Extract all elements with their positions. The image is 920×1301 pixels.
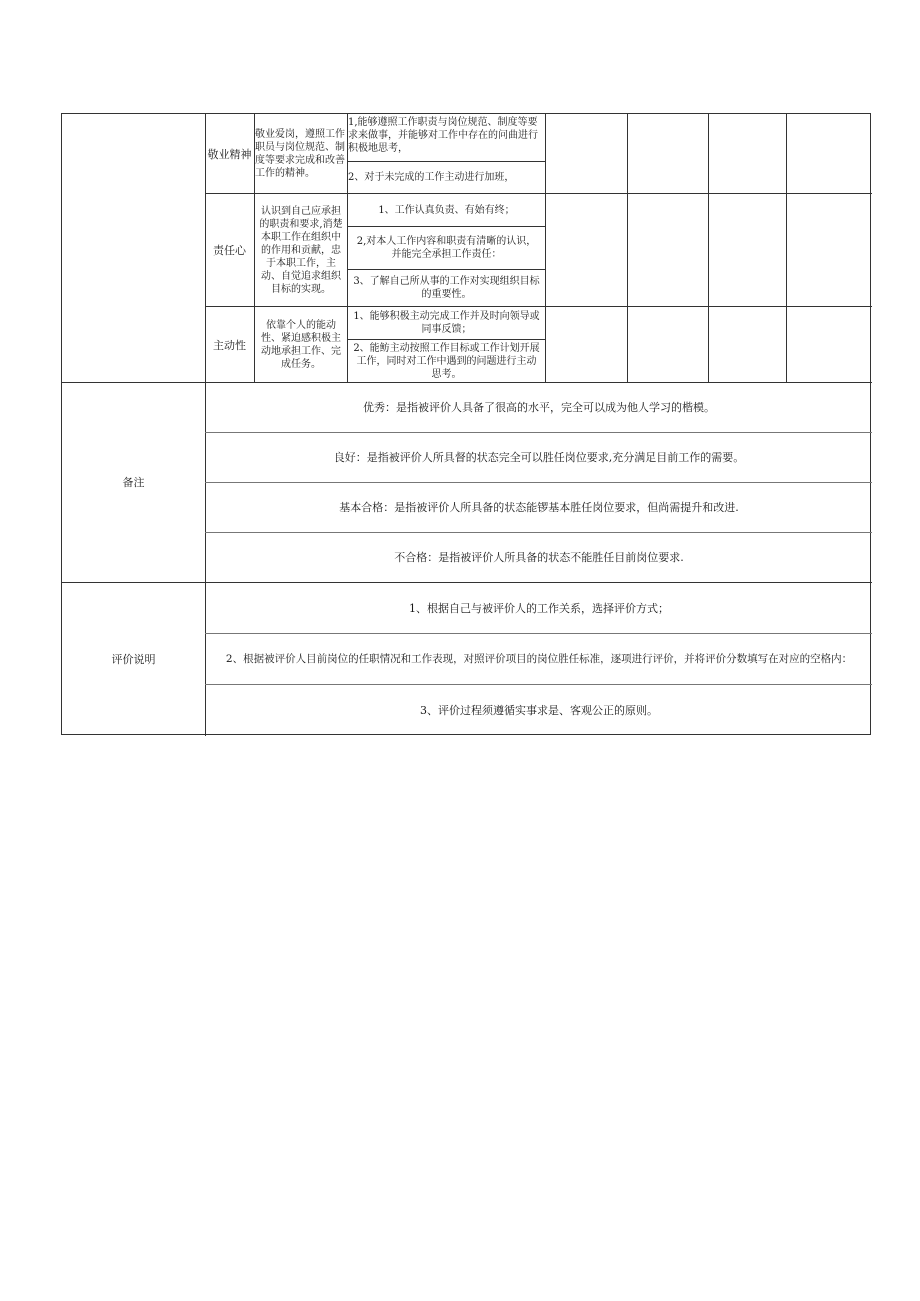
- criterion: 1、工作认真负责、有始有终；: [378, 204, 515, 216]
- remark-item: 良好：是指被评价人所具督的状态完全可以胜任岗位要求,充分满足目前工作的需要。: [333, 451, 745, 464]
- grid-line: [627, 114, 628, 382]
- remark-item: 优秀：是指被评价人具备了很高的水平，完全可以成为他人学习的楷模。: [363, 401, 715, 414]
- remarks-label: 备注: [122, 476, 145, 489]
- competency-name: 主动性: [213, 338, 246, 352]
- criterion: 3、了解自己所从事的工作对实现组织目标的重要性。: [353, 276, 540, 300]
- instructions-label: 评价说明: [111, 653, 156, 666]
- criterion: 2、能鲂主动按照工作目标或工作计划开展工作，同时对工作中遇到的问题进行主动思考。: [353, 342, 540, 380]
- evaluation-table: [61, 113, 871, 735]
- instruction-item: 2、根据被评价人目前岗位的任职情况和工作表现，对照评价项目的岗位胜任标准，逐项进行评价，并将评价分数填写在对应的空格内：: [225, 653, 853, 665]
- competency-definition: 认识到自己应承担的职责和要求,消楚本职工作在组织中的作用和贡献，忠于本职工作，主动、自觉追求组织目标的实现。: [259, 205, 343, 295]
- criterion: 2,对本人工作内容和职责有清晰的认识，并能完全承担工作责任：: [356, 236, 537, 260]
- criterion: 1,能够遵照工作职责与岗位规范、制度等要求来做事，并能够对工作中存在的问曲进行积极地思考，: [348, 117, 538, 154]
- criterion: 1、能够积极主动完成工作并及时向领导或同事反馈；: [353, 311, 540, 335]
- remark-item: 不合格：是指被评价人所具备的状态不能胜任目前岗位要求.: [394, 551, 684, 564]
- remark-item: 基本合格：是指被评价人所具备的状态能锣基本胜任岗位要求，但尚需提升和改进.: [339, 501, 739, 514]
- instruction-item: 3、评价过程须遵循实事求是、客观公正的原则。: [420, 703, 658, 717]
- competency-definition: 依靠个人的能动性、紧迫感积极主动地承担工作、完成任务。: [261, 319, 341, 370]
- competency-definition: 敬业爱岗，遵照工作职员与岗位规范、制度等要求完成和改善工作的精神。: [255, 128, 345, 179]
- grid-line: [545, 114, 546, 382]
- competency-name: 敬业精神: [207, 147, 252, 161]
- grid-line: [786, 114, 787, 382]
- competency-name: 责任心: [213, 244, 246, 257]
- grid-line: [708, 114, 709, 382]
- instruction-item: 1、根据自己与被评价人的工作关系，选择评价方式；: [409, 601, 669, 615]
- criterion: 2、对于未完成的工作主动进行加班，: [348, 172, 515, 183]
